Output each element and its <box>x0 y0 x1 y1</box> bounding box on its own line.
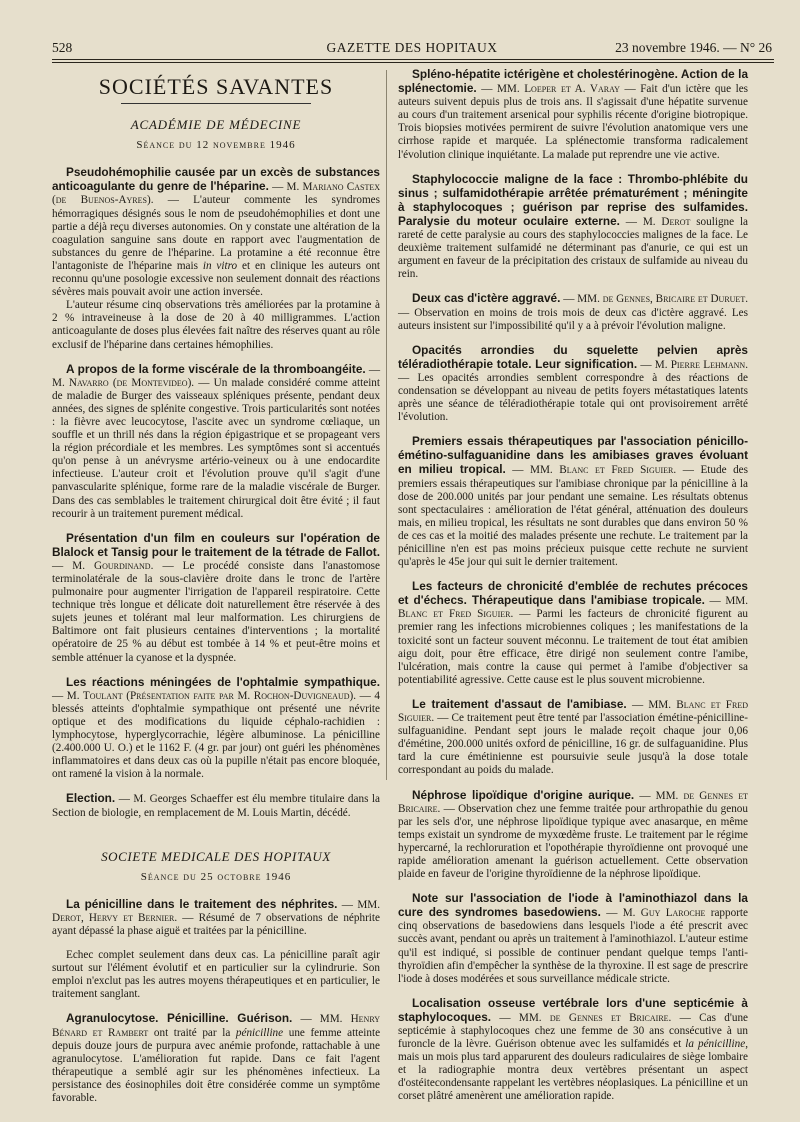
article-authors: — MM. Loeper et A. Varay <box>481 83 620 96</box>
column-divider <box>386 70 387 780</box>
article-title: Les réactions méningées de l'ophtalmie sympathique. <box>66 674 380 689</box>
article-iode <box>398 892 748 986</box>
article-body: ont traité par la <box>153 1026 231 1039</box>
article-body: — Le procédé consiste dans l'anastomose terminolatérale de la sous-clavière droite dans le tronc de l'artère pulmonaire pour augmenter l'irrigation de l'appareil respiratoire. Cette technique très longue et délicate doit naturellement être réservée à des sujets jeunes et tolérant mal leur malformation. Les chirurgiens de Baltimore ont fait plusieurs centaines d'interventions ; la mortalité opératoire de 25 % au début est tombée à 14 % et peut-être moins et semble atténuer la cyanose et la dyspnée. <box>52 559 380 664</box>
article-title: Deux cas d'ictère aggravé. <box>412 291 561 306</box>
article-localisation-osseuse <box>398 997 748 1104</box>
article-title: Présentation d'un film en couleurs sur l'opération de Blalock et Tansig pour le traitement de la tétrade de Fallot. <box>52 530 380 559</box>
article-title: Election. <box>66 791 116 806</box>
session-date: Séance du 12 novembre 1946 <box>136 139 296 152</box>
article-authors: — MM. Henry Bénard et Rambert <box>52 1013 380 1039</box>
article-facteurs-chronicite <box>398 580 748 687</box>
article-title: Agranulocytose. Pénicilline. Guérison. <box>66 1011 293 1026</box>
issue-date: 23 novembre 1946. — N° 26 <box>615 40 772 55</box>
article-title: Le traitement d'assaut de l'amibiase. <box>412 696 627 711</box>
article-authors: — MM. Derot, Hervy et Bernier. <box>52 898 381 924</box>
article-agranulocytose <box>52 1012 380 1105</box>
article-body: — M. Georges Schaeffer est élu membre titulaire dans la Section de biologie, en remplacement de M. Louis Martin, décédé. <box>52 793 381 819</box>
article-body: — L'auteur commente les syndromes hémorragiques désignés sous le nom de pseudohémophilies et dont une partie a déjà reçu diverses autonomies. On y constate une altération de la coagulation sanguine sans doute en rapport avec l'augmentation de substances du genre de l'héparine. La protamine a été reconnue être l'antagoniste de l'héparine mais <box>52 194 380 272</box>
article-authors: — MM. de Gennes et Bricaire. <box>499 1011 672 1024</box>
article-title: Pseudohémophilie causée par un excès de substances anticoagulante du genre de l'héparine. <box>52 165 380 194</box>
article-premiers-essais <box>398 435 748 569</box>
article-italic: in vitro <box>202 259 238 272</box>
header-rule-thin <box>52 62 774 63</box>
right-column <box>398 68 748 1104</box>
article-body: , mais un mois plus tard apparurent des douleurs radiculaires de siège lombaire et la radiographie montra deux vertèbres présentant un aspect d'ostéitecondensante rappelant les vertèbres néoplasiques. La pénicilline et un corset plâtré amenèrent une amélioration rapide. <box>398 1038 748 1103</box>
article-body: — Un malade considéré comme atteint de maladie de Burger des vaisseaux spléniques présente, pendant deux années, des signes de splénite congestive. Trois particularités sont notées : la fièvre avec leucocytose, l'ascite avec un syndrome cœliaque, un souffle et un thrill nés dans la région épigastrique et se propageant vers la région précordiale et les membres. Les symptômes sont si accentués qu'on pense à un anévrysme artério-veineux ou à une endocardite infectieuse. L'auteur croit et l'évolution prouve qu'il s'agit d'une panvascularite splénique, forme rare de la maladie viscérale de Burger. Dans des cas semblables le traitement chirurgical doit être évité ; il faut recourir à un traitement purement médical. <box>52 376 381 520</box>
article-paragraph: Echec complet seulement dans deux cas. La pénicilline paraît agir surtout sur l'élément évolutif et en particulier sur la cylindrurie. Son emploi n'exclut pas les autres moyens thérapeutiques et en particulier, le traitement sanglant. <box>52 949 380 1001</box>
header-rule <box>52 59 774 60</box>
article-body: — Etude des premiers essais thérapeutiques sur l'amibiase chronique par la pénicilline à la dose de 200.000 unités par jour pendant une semaine. Les résultats obtenus sont spectaculaires : amélioration de l'état général, atténuation des douleurs mais, en milieu tropical, les résultats ne sont durables que dans environ 50 % de ces cas et la moitié des malades présente une rechute. Le traitement par la pénicilline n'en est pas moins précieux puisque cette rechute ne survient qu'après le 45e jour qui suit le dernier traitement. <box>398 464 748 569</box>
article-title: Premiers essais thérapeutiques par l'association pénicillo-émétino-sulfaguanidine dans les amibiases graves évoluant en milieu tropical. <box>398 434 748 477</box>
society-heading: ACADÉMIE DE MÉDECINE <box>130 117 302 133</box>
article-italic: la pénicilline <box>685 1038 746 1051</box>
article-body: — Parmi les facteurs de chronicité figurent au premier rang les infections microbiennes coliques ; les manifestations de la toxicité sont un facteur souvent méconnu. Le traitement de tout état amibien aigu doit, pour être efficace, être dirigé non seulement contre l'amibe, l'ulcération, mais contre la cause qui permet à l'amibe d'objectiver sa potentiabilité agressive. Cette cause est le plus souvent microbienne. <box>398 608 748 686</box>
article-authors: — M. Mariano Castex (de Buenos-Ayres). <box>52 181 380 207</box>
article-body: une femme atteinte depuis douze jours de purpura avec anémie profonde, rattachable à une agranulocytose. L'amélioration fut rapide. Dans ce fait l'agent thérapeutique a semblé agir sur les phénomènes infectieux. La persistance des éosinophiles doit être considérée comme un symptôme favorable. <box>52 1026 381 1104</box>
article-title: Néphrose lipoïdique d'origine aurique. <box>412 787 635 802</box>
article-title: Localisation osseuse vertébrale lors d'une septicémie à staphylocoques. <box>398 995 748 1024</box>
article-authors: — M. Pierre Lehmann. <box>640 358 748 371</box>
article-title: La pénicilline dans le traitement des néphrites. <box>66 896 338 911</box>
section-title: SOCIÉTÉS SAVANTES <box>98 74 334 99</box>
article-authors: — MM. Blanc et Fred Siguier. <box>398 595 749 621</box>
article-paragraph: L'auteur résume cinq observations très améliorées par la protamine à 2 % intraveineuse à la dose de 20 à 40 milligrammes. L'action anticoagulante de doses plus élevées fait naître des réserves quant au rôle exclusif de l'héparine dans certaines hémophilies. <box>52 299 380 351</box>
article-opacites <box>398 344 748 425</box>
article-authors: — M. Gourdinand. <box>52 559 154 572</box>
article-thromboangeite <box>52 363 380 521</box>
article-authors: — M. Derot <box>625 215 691 228</box>
article-body: rapporte cinq observations de basedowiens dans lesquels l'iode a été prescrit avec succès avant, pendant ou après un traitement à l'aminothiazol. L'auteur estime qu'il est indiqué, si possible de continuer pendant quelque temps l'anti-thyroïdien afin d'empêcher la synthèse de la thyroxine. Il est sage de prescrire l'iode à doses modérées et sous surveillance médicale stricte. <box>398 907 749 985</box>
article-italic: pénicilline <box>235 1026 284 1039</box>
article-authors: — M. Toulant (Présentation faite par M. Rochon-Duvigneaud). <box>52 689 357 702</box>
article-body: — Observation en moins de trois mois de deux cas d'ictère aggravé. Les auteurs insistent sur l'impossibilité qu'il y a à prévoir l'évolution maligne. <box>398 306 748 332</box>
article-authors: — MM. Blanc et Fred Siguier. <box>398 698 749 725</box>
title-rule <box>121 103 311 104</box>
running-header <box>52 40 772 60</box>
article-nephrites <box>52 898 380 938</box>
article-pseudohemophilie <box>52 166 380 299</box>
article-body: — Résumé de 7 observations de néphrite ayant dépassé la phase aiguë et traitées par la pénicilline. <box>52 911 380 937</box>
article-ictere <box>398 292 748 332</box>
article-authors: — MM. Blanc et Fred Siguier. <box>512 464 677 477</box>
article-body: — Cas d'une septicémie à staphylocoques chez une femme de 30 ans consécutive à un furoncle de la lèvre. Guérison obtenue avec les sulfamidés et <box>398 1011 749 1051</box>
article-title: Note sur l'association de l'iode à l'aminothiazol dans la cure des syndromes basedowiens. <box>398 891 748 920</box>
article-nephrose <box>398 789 748 882</box>
article-body: — Ce traitement peut être tenté par l'association émétine-pénicilline-sulfaguanidine. Pendant sept jours le malade reçoit chaque jour 0,06 d'émétine, 200.000 unités oxford de pénicilline, 16 gr. de sulfaguanidine. Plus tard la cure émétinienne est poursuivie seule jusqu'à la dose totale correspondant au poids du malade. <box>398 712 748 777</box>
article-film-blalock <box>52 532 380 665</box>
article-body: — 4 blessés atteints d'ophtalmie sympathique ont présenté une névrite optique et des modifications du liquide céphalo-rachidien : lymphocytose, hyperglycorrachie, légère albuminose. La pénicilline (2.400.000 U. O.) et le 1162 F. (4 gr. par jour) ont guéri les phénomènes inflammatoires et dans deux cas où la pupille n'était pas encore bloquée, ont ramené la vision à la normale. <box>52 689 381 781</box>
article-body: souligne la rareté de cette paralysie au cours des staphylococcies malignes de la face. Le deuxième traitement sulfamidé ne déterminant pas d'anurie, ce qui est un argument en faveur de la précipitation des cristaux de sulfamide au niveau du rein. <box>398 215 749 281</box>
society-heading-2: SOCIETE MEDICALE DES HOPITAUX <box>101 848 331 864</box>
article-authors: — MM. de Gennes et Bricaire. <box>398 789 749 815</box>
article-body: — Fait d'un ictère que les auteurs suivent depuis plus de trois ans. Il s'agissait d'une hépatite survenue au cours d'un traitement arsenical pour syphilis récente d'origine biotropique. Trois biopsies motivées permirent de suivre l'évolution anatomique vers une cirrhose rapide et marquée. La splénectomie transforma radicalement l'évolution clinique inquiétante. La malade put reprendre une vie active. <box>398 83 749 161</box>
article-authors: — M. Navarro (de Montevideo). <box>52 363 381 389</box>
article-body: — Les opacités arrondies semblent correspondre à des réactions de condensation se développant au niveau de petits foyers métastatiques latents après une séance de téléradiothérapie totale qui ont provisoirement arrêté l'évolution. <box>398 371 748 424</box>
article-title: A propos de la forme viscérale de la thromboangéite. <box>66 361 366 376</box>
article-authors: — M. Guy Laroche <box>606 907 706 920</box>
article-traitement-assaut <box>398 698 748 778</box>
article-title: Opacités arrondies du squelette pelvien après téléradiothérapie totale. Leur signification. <box>398 342 748 371</box>
page-number: 528 <box>52 40 73 55</box>
journal-title: GAZETTE DES HOPITAUX <box>326 40 498 55</box>
left-column <box>52 70 380 1105</box>
article-title: Les facteurs de chronicité d'emblée de rechutes précoces et d'échecs. Thérapeutique dans l'amibiase tropicale. <box>398 579 748 608</box>
article-ophtalmie <box>52 676 380 782</box>
article-title: Staphylococcie maligne de la face : Thrombo-phlébite du sinus ; sulfamidothérapie arrêtée prématurément ; méningite à staphylocoques ; guérison par reprise des sulfamides. Paralysie du moteur oculaire externe. <box>398 171 748 228</box>
article-election <box>52 792 380 819</box>
article-spleno-hepatite <box>398 68 748 162</box>
article-body: — Observation chez une femme traitée pour arthropathie du genou par les sels d'or, une néphrose lipoïdique typique avec anasarque, en même temps existait un syndrome de myxœdème fruste. Le traitement par le régime hypercarné, la rechloruration et l'opothérapie thyroïdienne ont provoqué une rapide amélioration amenant la guérison actuellement. Cette observation plaide en faveur de l'origine thyroïdienne de la néphrose lipoïdique. <box>398 802 748 881</box>
article-body: et en clinique les auteurs ont reconnu qu'une posologie excessive non seulement donnait des réactions sévères mais pouvait avoir une action inversée. <box>52 259 381 299</box>
session-date-2: Séance du 25 octobre 1946 <box>140 870 292 883</box>
article-authors: — MM. de Gennes, Bricaire et Duruet. <box>563 293 749 306</box>
article-title: Spléno-hépatite ictérigène et cholestérinogène. Action de la splénectomie. <box>398 67 748 96</box>
article-staphylococcie <box>398 173 748 282</box>
